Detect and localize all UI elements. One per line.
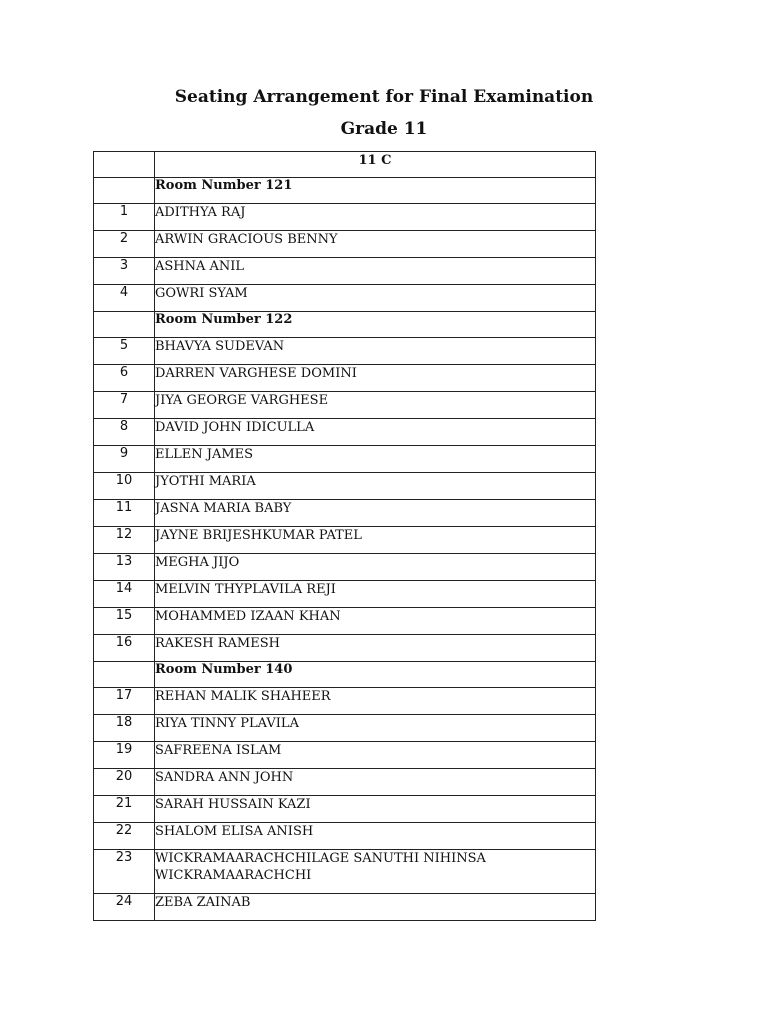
table-row <box>94 258 596 285</box>
serial-number: 13 <box>94 554 155 581</box>
table-row <box>94 392 596 419</box>
serial-number: 11 <box>94 500 155 527</box>
serial-number: 7 <box>94 392 155 419</box>
serial-number: 14 <box>94 581 155 608</box>
serial-number: 20 <box>94 769 155 796</box>
serial-number: 6 <box>94 365 155 392</box>
student-name: REHAN MALIK SHAHEER <box>155 688 596 715</box>
class-header-blank-cell <box>94 152 155 178</box>
student-name: WICKRAMAARACHCHILAGE SANUTHI NIHINSA WICKRAMAARACHCHI <box>155 850 596 894</box>
student-name: SANDRA ANN JOHN <box>155 769 596 796</box>
student-name: JYOTHI MARIA <box>155 473 596 500</box>
serial-number: 2 <box>94 231 155 258</box>
table-row <box>94 581 596 608</box>
serial-number: 1 <box>94 204 155 231</box>
student-name: MEGHA JIJO <box>155 554 596 581</box>
serial-number: 3 <box>94 258 155 285</box>
room-header-blank-cell <box>94 312 155 338</box>
student-name: MOHAMMED IZAAN KHAN <box>155 608 596 635</box>
table-row <box>94 688 596 715</box>
table-row <box>94 608 596 635</box>
table-row <box>94 769 596 796</box>
serial-number: 4 <box>94 285 155 312</box>
student-name: ASHNA ANIL <box>155 258 596 285</box>
table-row <box>94 742 596 769</box>
student-name: JASNA MARIA BABY <box>155 500 596 527</box>
serial-number: 15 <box>94 608 155 635</box>
table-row <box>94 527 596 554</box>
table-row <box>94 894 596 921</box>
table-row <box>94 500 596 527</box>
student-name: ADITHYA RAJ <box>155 204 596 231</box>
student-name: JIYA GEORGE VARGHESE <box>155 392 596 419</box>
serial-number: 16 <box>94 635 155 662</box>
student-name: ELLEN JAMES <box>155 446 596 473</box>
student-name: DAVID JOHN IDICULLA <box>155 419 596 446</box>
student-name: SARAH HUSSAIN KAZI <box>155 796 596 823</box>
student-name: JAYNE BRIJESHKUMAR PATEL <box>155 527 596 554</box>
student-name: DARREN VARGHESE DOMINI <box>155 365 596 392</box>
student-name: SAFREENA ISLAM <box>155 742 596 769</box>
table-row <box>94 231 596 258</box>
serial-number: 24 <box>94 894 155 921</box>
table-row <box>94 635 596 662</box>
room-header-row <box>94 662 596 688</box>
room-header-row <box>94 312 596 338</box>
serial-number: 8 <box>94 419 155 446</box>
room-label: Room Number 121 <box>155 178 596 204</box>
serial-number: 23 <box>94 850 155 894</box>
table-row <box>94 796 596 823</box>
table-row <box>94 338 596 365</box>
table-row <box>94 285 596 312</box>
page-title: Seating Arrangement for Final Examination <box>174 87 594 107</box>
serial-number: 22 <box>94 823 155 850</box>
room-header-row <box>94 178 596 204</box>
serial-number: 19 <box>94 742 155 769</box>
serial-number: 17 <box>94 688 155 715</box>
table-row <box>94 365 596 392</box>
student-name: SHALOM ELISA ANISH <box>155 823 596 850</box>
serial-number: 10 <box>94 473 155 500</box>
serial-number: 12 <box>94 527 155 554</box>
room-header-blank-cell <box>94 178 155 204</box>
table-row <box>94 473 596 500</box>
serial-number: 9 <box>94 446 155 473</box>
room-label: Room Number 140 <box>155 662 596 688</box>
student-name: GOWRI SYAM <box>155 285 596 312</box>
class-header-row <box>94 152 596 178</box>
room-header-blank-cell <box>94 662 155 688</box>
seating-table <box>93 151 596 921</box>
serial-number: 5 <box>94 338 155 365</box>
table-row <box>94 823 596 850</box>
table-row <box>94 715 596 742</box>
page-subtitle: Grade 11 <box>340 119 428 139</box>
room-label: Room Number 122 <box>155 312 596 338</box>
student-name: MELVIN THYPLAVILA REJI <box>155 581 596 608</box>
student-name: RIYA TINNY PLAVILA <box>155 715 596 742</box>
table-row <box>94 419 596 446</box>
serial-number: 21 <box>94 796 155 823</box>
student-name: RAKESH RAMESH <box>155 635 596 662</box>
student-name: ZEBA ZAINAB <box>155 894 596 921</box>
table-row <box>94 204 596 231</box>
serial-number: 18 <box>94 715 155 742</box>
table-row <box>94 554 596 581</box>
class-label: 11 C <box>155 152 596 178</box>
student-name: BHAVYA SUDEVAN <box>155 338 596 365</box>
table-row <box>94 850 596 894</box>
student-name: ARWIN GRACIOUS BENNY <box>155 231 596 258</box>
table-row <box>94 446 596 473</box>
